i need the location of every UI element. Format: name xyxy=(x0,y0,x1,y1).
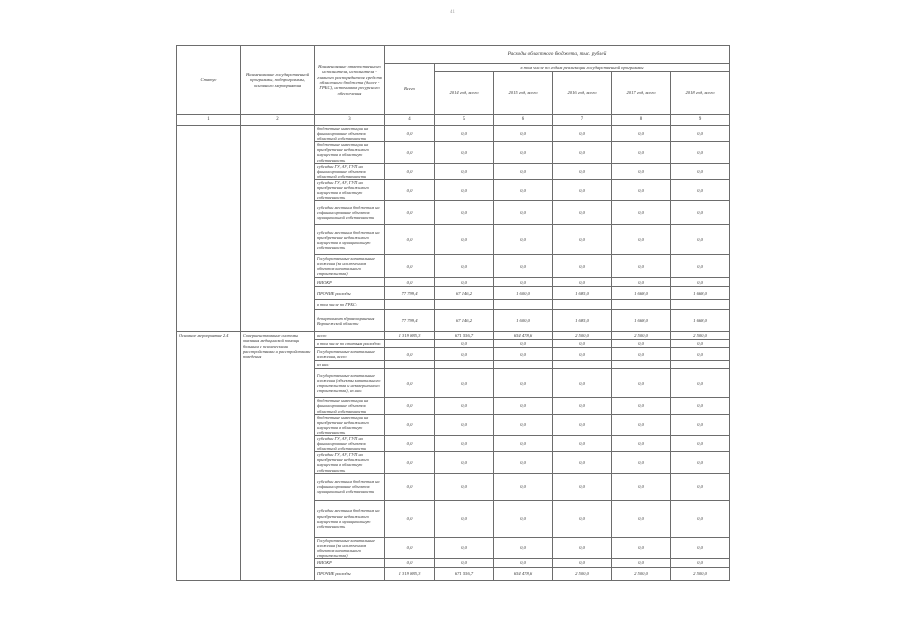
cell-total xyxy=(385,361,435,369)
page-number: 41 xyxy=(450,10,455,15)
cell-year-2018: 0,0 xyxy=(671,500,730,537)
cell-total: 0,0 xyxy=(385,452,435,473)
cell-year-2017: 2 500,0 xyxy=(612,568,671,581)
cell-year-2018 xyxy=(671,300,730,310)
cell-year-2017: 0,0 xyxy=(612,398,671,414)
row-label: НИОКР xyxy=(315,559,385,568)
header-status: Статус xyxy=(177,46,241,115)
cell-year-2015: 0,0 xyxy=(494,500,553,537)
header-year-2018: 2018 год, всего xyxy=(671,72,730,115)
column-index: 7 xyxy=(553,115,612,126)
cell-year-2016: 0,0 xyxy=(553,163,612,179)
cell-year-2015: 0,0 xyxy=(494,559,553,568)
cell-year-2014: 0,0 xyxy=(435,398,494,414)
cell-year-2014: 0,0 xyxy=(435,435,494,451)
header-year-2016: 2016 год, всего xyxy=(553,72,612,115)
cell-year-2017: 1 668,0 xyxy=(612,287,671,300)
cell-year-2016: 0,0 xyxy=(553,369,612,398)
cell-year-2016: 0,0 xyxy=(553,537,612,558)
cell-year-2015: 0,0 xyxy=(494,278,553,287)
cell-year-2014: 0,0 xyxy=(435,126,494,142)
cell-year-2016: 0,0 xyxy=(553,452,612,473)
row-label: ПРОЧИЕ расходы xyxy=(315,287,385,300)
cell-year-2017: 0,0 xyxy=(612,348,671,361)
cell-year-2014: 0,0 xyxy=(435,473,494,500)
cell-year-2014: 0,0 xyxy=(435,179,494,200)
cell-year-2017: 0,0 xyxy=(612,255,671,278)
cell-year-2014: 0,0 xyxy=(435,142,494,163)
cell-year-2017: 0,0 xyxy=(612,179,671,200)
cell-total: 77 799,4 xyxy=(385,287,435,300)
row-label: субсидии ГУ, АУ, ГУП на приобретение недвижимого имущества в областную собственность xyxy=(315,452,385,473)
cell-year-2017: 0,0 xyxy=(612,340,671,348)
cell-year-2017: 0,0 xyxy=(612,369,671,398)
cell-year-2016: 0,0 xyxy=(553,255,612,278)
cell-total: 0,0 xyxy=(385,348,435,361)
cell-year-2018: 1 668,0 xyxy=(671,287,730,300)
status-cell: Основное мероприятие 2.4 xyxy=(177,332,241,581)
cell-year-2016: 0,0 xyxy=(553,348,612,361)
cell-year-2016: 0,0 xyxy=(553,201,612,225)
column-index: 4 xyxy=(385,115,435,126)
cell-year-2014: 0,0 xyxy=(435,559,494,568)
cell-year-2016: 1 685,0 xyxy=(553,310,612,332)
row-label: бюджетные инвестиции на финансирование объектов областной собственности xyxy=(315,126,385,142)
cell-year-2015: 0,0 xyxy=(494,348,553,361)
cell-year-2015: 0,0 xyxy=(494,414,553,435)
cell-year-2015: 0,0 xyxy=(494,179,553,200)
cell-year-2018: 0,0 xyxy=(671,255,730,278)
cell-total: 0,0 xyxy=(385,559,435,568)
cell-year-2014: 671 556,7 xyxy=(435,568,494,581)
row-label: бюджетные инвестиции на финансирование объектов областной собственности xyxy=(315,398,385,414)
cell-year-2018: 0,0 xyxy=(671,537,730,558)
column-index: 8 xyxy=(612,115,671,126)
cell-year-2015: 654 478,6 xyxy=(494,568,553,581)
cell-year-2015: 1 600,0 xyxy=(494,310,553,332)
cell-year-2014: 0,0 xyxy=(435,452,494,473)
cell-total: 0,0 xyxy=(385,398,435,414)
cell-year-2014: 0,0 xyxy=(435,201,494,225)
cell-year-2015: 0,0 xyxy=(494,435,553,451)
cell-year-2018: 0,0 xyxy=(671,340,730,348)
row-label: в том числе по статьям расходов: xyxy=(315,340,385,348)
cell-year-2018: 0,0 xyxy=(671,473,730,500)
cell-year-2014: 67 146,2 xyxy=(435,310,494,332)
budget-table xyxy=(176,45,730,581)
cell-year-2018: 2 500,0 xyxy=(671,332,730,340)
cell-year-2017: 0,0 xyxy=(612,559,671,568)
cell-total: 0,0 xyxy=(385,126,435,142)
cell-year-2017 xyxy=(612,300,671,310)
cell-total: 0,0 xyxy=(385,225,435,255)
cell-year-2018: 0,0 xyxy=(671,559,730,568)
row-label: в том числе по ГРБС: xyxy=(315,300,385,310)
cell-total: 0,0 xyxy=(385,500,435,537)
column-index: 1 xyxy=(177,115,241,126)
row-label: бюджетные инвестиции на приобретение недвижимого имущества в областную собственность xyxy=(315,142,385,163)
cell-year-2014: 0,0 xyxy=(435,414,494,435)
cell-total: 1 319 885,3 xyxy=(385,332,435,340)
cell-year-2018: 2 500,0 xyxy=(671,568,730,581)
header-year-2015: 2015 год, всего xyxy=(494,72,553,115)
cell-year-2014: 0,0 xyxy=(435,278,494,287)
cell-total: 0,0 xyxy=(385,537,435,558)
cell-year-2016: 0,0 xyxy=(553,225,612,255)
cell-year-2017: 0,0 xyxy=(612,126,671,142)
cell-year-2018: 0,0 xyxy=(671,435,730,451)
table-row xyxy=(177,126,730,142)
cell-year-2016: 0,0 xyxy=(553,398,612,414)
cell-total: 0,0 xyxy=(385,179,435,200)
cell-year-2018: 0,0 xyxy=(671,126,730,142)
cell-year-2016: 0,0 xyxy=(553,179,612,200)
cell-year-2017: 0,0 xyxy=(612,414,671,435)
cell-year-2014 xyxy=(435,361,494,369)
cell-year-2016: 0,0 xyxy=(553,473,612,500)
cell-year-2018: 0,0 xyxy=(671,398,730,414)
cell-year-2015: 0,0 xyxy=(494,398,553,414)
program-cell: Совершенствование системы оказания медицинской помощи больным с психическими расстройствами и расстройствами поведения xyxy=(241,332,315,581)
cell-year-2017: 0,0 xyxy=(612,142,671,163)
cell-year-2016: 0,0 xyxy=(553,559,612,568)
cell-total: 0,0 xyxy=(385,435,435,451)
row-label: субсидии ГУ, АУ, ГУП на финансирование объектов областной собственности xyxy=(315,163,385,179)
cell-year-2017: 0,0 xyxy=(612,435,671,451)
header-source: Наименование ответственного исполнителя, исполнителя - главного распорядителя средств областного бюджета (далее - ГРБС), источников ресурсного обеспечения xyxy=(315,46,385,115)
row-label: ПРОЧИЕ расходы xyxy=(315,568,385,581)
cell-year-2014: 0,0 xyxy=(435,340,494,348)
cell-year-2015 xyxy=(494,300,553,310)
column-index: 5 xyxy=(435,115,494,126)
cell-year-2016 xyxy=(553,361,612,369)
cell-year-2018: 0,0 xyxy=(671,414,730,435)
table-row xyxy=(177,332,730,340)
cell-year-2018: 0,0 xyxy=(671,163,730,179)
header-year-2017: 2017 год, всего xyxy=(612,72,671,115)
status-cell-empty xyxy=(177,126,241,332)
cell-year-2018: 0,0 xyxy=(671,225,730,255)
cell-year-2016: 0,0 xyxy=(553,414,612,435)
column-index: 6 xyxy=(494,115,553,126)
cell-total: 0,0 xyxy=(385,142,435,163)
cell-year-2018: 0,0 xyxy=(671,142,730,163)
program-cell-empty xyxy=(241,126,315,332)
cell-year-2015: 0,0 xyxy=(494,537,553,558)
cell-year-2018: 0,0 xyxy=(671,452,730,473)
cell-year-2017: 0,0 xyxy=(612,537,671,558)
cell-year-2016: 2 500,0 xyxy=(553,568,612,581)
cell-year-2015: 0,0 xyxy=(494,201,553,225)
cell-year-2014: 0,0 xyxy=(435,369,494,398)
header-years-group: в том числе по годам реализации государственной программы xyxy=(435,64,730,72)
cell-total: 0,0 xyxy=(385,163,435,179)
cell-year-2015: 0,0 xyxy=(494,126,553,142)
cell-year-2016: 0,0 xyxy=(553,126,612,142)
cell-year-2014: 0,0 xyxy=(435,537,494,558)
row-label: Государственные капитальные вложения, всего xyxy=(315,348,385,361)
cell-year-2016: 0,0 xyxy=(553,340,612,348)
row-label: НИОКР xyxy=(315,278,385,287)
header-program: Наименование государственной программы, подпрограммы, основного мероприятия xyxy=(241,46,315,115)
cell-year-2016: 0,0 xyxy=(553,435,612,451)
cell-year-2017: 0,0 xyxy=(612,452,671,473)
cell-year-2015: 0,0 xyxy=(494,369,553,398)
row-label: субсидии ГУ, АУ, ГУП на приобретение недвижимого имущества в областную собственность xyxy=(315,179,385,200)
row-label: субсидии местным бюджетам на софинансирование объектов муниципальной собственности xyxy=(315,201,385,225)
row-label: бюджетные инвестиции на приобретение недвижимого имущества в областную собственность xyxy=(315,414,385,435)
cell-year-2014 xyxy=(435,300,494,310)
cell-year-2014: 67 146,2 xyxy=(435,287,494,300)
cell-year-2015: 1 600,0 xyxy=(494,287,553,300)
cell-year-2017: 0,0 xyxy=(612,473,671,500)
cell-year-2016: 0,0 xyxy=(553,500,612,537)
cell-year-2016: 0,0 xyxy=(553,278,612,287)
cell-year-2018: 0,0 xyxy=(671,278,730,287)
row-label: субсидии местным бюджетам на софинансирование объектов муниципальной собственности xyxy=(315,473,385,500)
cell-total xyxy=(385,340,435,348)
row-label: субсидии местным бюджетам на приобретение недвижимого имущества в муниципальную собственность xyxy=(315,500,385,537)
cell-total: 1 319 885,3 xyxy=(385,568,435,581)
cell-year-2018 xyxy=(671,361,730,369)
cell-total: 0,0 xyxy=(385,255,435,278)
row-label: Государственные капитальные вложения (за исключением объектов капитального строительства) xyxy=(315,537,385,558)
cell-year-2016: 0,0 xyxy=(553,142,612,163)
cell-year-2017: 0,0 xyxy=(612,201,671,225)
column-index: 9 xyxy=(671,115,730,126)
cell-total: 0,0 xyxy=(385,201,435,225)
cell-total: 0,0 xyxy=(385,278,435,287)
cell-year-2015: 0,0 xyxy=(494,163,553,179)
cell-year-2018: 0,0 xyxy=(671,179,730,200)
cell-year-2014: 0,0 xyxy=(435,348,494,361)
header-total: Всего xyxy=(385,64,435,115)
cell-year-2017 xyxy=(612,361,671,369)
cell-year-2017: 0,0 xyxy=(612,278,671,287)
row-label: субсидии ГУ, АУ, ГУП на финансирование объектов областной собственности xyxy=(315,435,385,451)
row-label: субсидии местным бюджетам на приобретение недвижимого имущества в муниципальную собственность xyxy=(315,225,385,255)
column-index: 3 xyxy=(315,115,385,126)
column-index: 2 xyxy=(241,115,315,126)
cell-year-2017: 0,0 xyxy=(612,225,671,255)
header-year-2014: 2014 год, всего xyxy=(435,72,494,115)
cell-total: 0,0 xyxy=(385,473,435,500)
row-label: из них: xyxy=(315,361,385,369)
column-index-row xyxy=(177,115,730,126)
cell-year-2015: 654 478,6 xyxy=(494,332,553,340)
cell-year-2015: 0,0 xyxy=(494,340,553,348)
cell-total: 0,0 xyxy=(385,369,435,398)
cell-year-2017: 0,0 xyxy=(612,500,671,537)
cell-year-2014: 0,0 xyxy=(435,225,494,255)
cell-year-2015: 0,0 xyxy=(494,473,553,500)
cell-year-2016 xyxy=(553,300,612,310)
cell-total: 77 799,4 xyxy=(385,310,435,332)
cell-year-2017: 2 500,0 xyxy=(612,332,671,340)
cell-year-2015: 0,0 xyxy=(494,142,553,163)
cell-year-2015: 0,0 xyxy=(494,225,553,255)
cell-year-2017: 0,0 xyxy=(612,163,671,179)
cell-year-2018: 0,0 xyxy=(671,369,730,398)
row-label: всего xyxy=(315,332,385,340)
cell-year-2014: 0,0 xyxy=(435,255,494,278)
cell-year-2015: 0,0 xyxy=(494,452,553,473)
cell-year-2017: 1 668,0 xyxy=(612,310,671,332)
cell-year-2016: 2 500,0 xyxy=(553,332,612,340)
cell-total: 0,0 xyxy=(385,414,435,435)
header-expenses-group: Расходы областного бюджета, тыс. рублей xyxy=(385,46,730,64)
cell-year-2014: 0,0 xyxy=(435,500,494,537)
cell-year-2016: 1 685,0 xyxy=(553,287,612,300)
cell-year-2018: 0,0 xyxy=(671,348,730,361)
cell-year-2014: 671 556,7 xyxy=(435,332,494,340)
cell-year-2018: 1 668,0 xyxy=(671,310,730,332)
cell-year-2015 xyxy=(494,361,553,369)
cell-year-2015: 0,0 xyxy=(494,255,553,278)
cell-year-2014: 0,0 xyxy=(435,163,494,179)
cell-year-2018: 0,0 xyxy=(671,201,730,225)
row-label: Государственные капитальные вложения (за исключением объектов капитального строительства) xyxy=(315,255,385,278)
row-label: Государственные капитальные вложения (объекты капитального строительства и незавершенного строительства), из них: xyxy=(315,369,385,398)
cell-total xyxy=(385,300,435,310)
row-label: департамент здравоохранения Воронежской области xyxy=(315,310,385,332)
